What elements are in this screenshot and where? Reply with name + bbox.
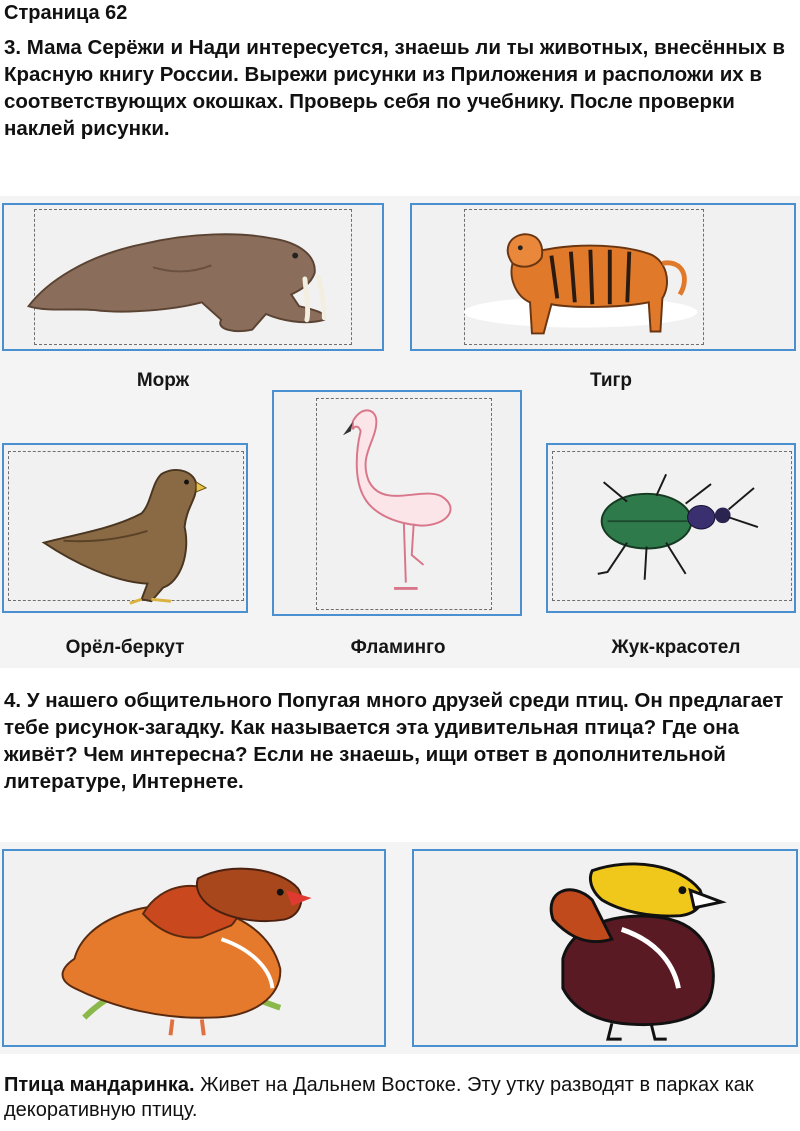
duck-photo-card — [2, 849, 386, 1047]
flamingo-caption: Фламинго — [350, 637, 446, 658]
eagle-card — [2, 443, 248, 613]
tiger-caption: Тигр — [589, 370, 633, 391]
beetle-image — [548, 445, 794, 611]
beetle-card — [546, 443, 796, 613]
duck-riddle-card — [412, 849, 798, 1047]
answer-body: Живет на Дальнем Востоке. Эту утку разводят в парках как декоративную птицу. — [4, 1074, 754, 1121]
eagle-caption: Орёл-беркут — [65, 637, 185, 658]
flamingo-image — [274, 392, 520, 614]
beetle-caption: Жук-красотел — [611, 637, 741, 658]
walrus-card — [2, 203, 384, 351]
walrus-image — [4, 205, 382, 349]
task-3-text: 3. Мама Серёжи и Нади интересуется, знаешь ли ты животных, внесённых в Красную книгу России. Вырежи рисунки из Приложения и расположи их в соответствующих окошках. Проверь себя по учебнику. После проверки наклей рисунки. — [4, 36, 785, 140]
flamingo-card — [272, 390, 522, 616]
tiger-card — [410, 203, 796, 351]
answer-title: Птица мандаринка. — [4, 1074, 195, 1096]
tiger-image — [412, 205, 794, 349]
duck-colored-image — [4, 851, 384, 1045]
answer-text — [4, 1073, 796, 1123]
eagle-image — [4, 445, 246, 611]
walrus-caption: Морж — [136, 370, 190, 391]
page-header: Страница 62 — [4, 2, 128, 24]
duck-riddle-image — [414, 851, 796, 1045]
task-4-text: 4. У нашего общительного Попугая много друзей среди птиц. Он предлагает тебе рисунок-загадку. Как называется эта удивительная птица? Где она живёт? Чем интересна? Если не знаешь, ищи ответ в дополнительной литературе, Интернете. — [4, 689, 784, 793]
